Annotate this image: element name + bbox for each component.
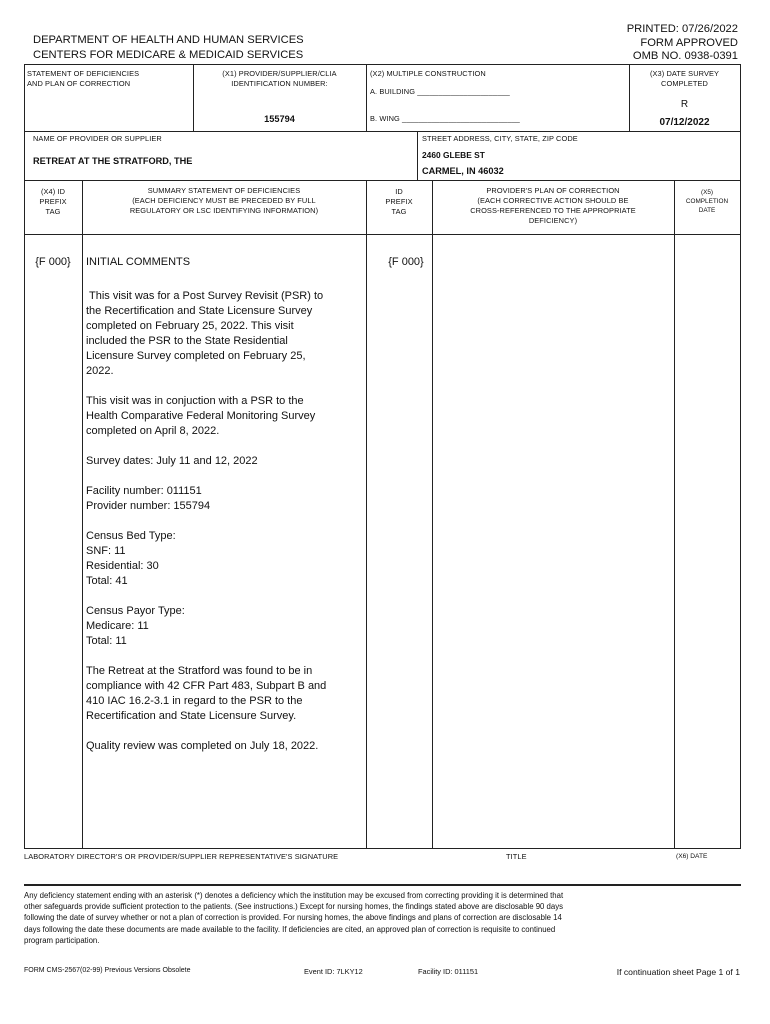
form-approved: FORM APPROVED [640,36,738,49]
city-state-zip: CARMEL, IN 46032 [422,166,504,176]
tag-left: {F 000} [35,256,71,268]
frame-top [24,64,741,65]
statement-label: STATEMENT OF DEFICIENCIES AND PLAN OF CORRECTION [27,69,140,88]
footer-facility-id: Facility ID: 011151 [418,967,479,976]
tag-right: {F 000} [388,256,424,268]
divider-provider-row [24,180,741,181]
divider-column-header [24,234,741,235]
printed-date: PRINTED: 07/26/2022 [626,23,738,35]
department-line-1: DEPARTMENT OF HEALTH AND HUMAN SERVICES [33,34,304,46]
footer-page-indicator: If continuation sheet Page 1 of 1 [616,967,740,977]
divider-provider [417,131,418,180]
building-field[interactable]: A. BUILDING ______________________ [370,87,510,96]
x3-label: (X3) DATE SURVEY COMPLETED [649,69,720,88]
summary-header: SUMMARY STATEMENT OF DEFICIENCIES (EACH DEFICIENCY MUST BE PRECEDED BY FULL REGULATORY OR LSC IDENTIFYING INFORMATION) [129,186,319,215]
form-approval-block [627,23,738,64]
divider-body-bottom [24,848,741,849]
x1-label: (X1) PROVIDER/SUPPLIER/CLIA IDENTIFICATION NUMBER: [222,69,337,88]
paragraph-census-payor: Census Payor Type: Medicare: 11 Total: 11 [86,605,185,647]
paragraph-survey-dates: Survey dates: July 11 and 12, 2022 [86,455,258,467]
provider-name: RETREAT AT THE STRATFORD, THE [33,156,193,166]
x2-label: (X2) MULTIPLE CONSTRUCTION [370,69,486,78]
disclaimer: Any deficiency statement ending with an asterisk (*) denotes a deficiency which the institution may be excused from correcting providing it is determined that other safeguards provide sufficient protection to the patients. (See instructions.) Except for nursing homes, the findings stated above are disclosable 90 days following the date of survey whether or not a plan of correction is provided. For nursing homes, the above findings and plans of correction are disclosable 14 days following the date these documents are made available to the facility. If deficiencies are cited, an approved plan of correction is requisite to continued program participation. [24,891,564,945]
col-summary [366,180,367,848]
department-heading [33,33,304,63]
paragraph-1: This visit was for a Post Survey Revisit (PSR) to the Recertification and State Licensure Survey completed on February 25, 2022. This visit included the PSR to the State Residential Licensure Survey completed on February 25, 2022. [86,290,324,377]
x5-header: (X5) COMPLETION DATE [685,189,729,214]
date-label: (X6) DATE [676,853,708,860]
footer-event-id: Event ID: 7LKY12 [304,967,363,976]
wing-field[interactable]: B. WING ____________________________ [370,114,520,123]
divider-top-row [24,131,741,132]
department-line-2: CENTERS FOR MEDICARE & MEDICAID SERVICES [33,49,304,61]
plan-header: PROVIDER'S PLAN OF CORRECTION (EACH CORRECTIVE ACTION SHOULD BE CROSS-REFERENCED TO THE APPROPRIATE DEFICIENCY) [470,186,636,225]
entry-heading: INITIAL COMMENTS [86,256,191,268]
id-header: ID PREFIX TAG [385,187,413,216]
footer-form-id: FORM CMS-2567(02-99) Previous Versions Obsolete [24,967,191,974]
street-address: 2460 GLEBE ST [422,150,485,160]
x4-header: (X4) ID PREFIX TAG [39,187,67,216]
col-plan [674,180,675,848]
signature-label: LABORATORY DIRECTOR'S OR PROVIDER/SUPPLIER REPRESENTATIVE'S SIGNATURE [24,852,339,861]
divider-x2 [366,64,367,131]
provider-id-number: 155794 [264,114,295,124]
col-x4 [82,180,83,848]
frame-right [740,64,741,848]
deficiency-summary [86,255,362,769]
paragraph-quality-review: Quality review was completed on July 18, 2022. [86,740,319,752]
paragraph-census-bed: Census Bed Type: SNF: 11 Residential: 30 Total: 41 [86,530,176,587]
paragraph-2: This visit was in conjuction with a PSR to the Health Comparative Federal Monitoring Survey completed on April 8, 2022. [86,395,316,437]
survey-code: R [680,99,689,110]
survey-completed-date: 07/12/2022 [659,117,710,128]
address-label: STREET ADDRESS, CITY, STATE, ZIP CODE [422,134,578,143]
provider-name-label: NAME OF PROVIDER OR SUPPLIER [33,134,162,143]
paragraph-compliance: The Retreat at the Stratford was found to be in compliance with 42 CFR Part 483, Subpart B and 410 IAC 16.2-3.1 in regard to the PSR to the Recertification and State Licensure Survey. [86,665,327,722]
col-id [432,180,433,848]
signature-underline [24,884,741,886]
omb-number: OMB NO. 0938-0391 [632,50,738,62]
paragraph-numbers: Facility number: 011151 Provider number: 155794 [86,485,211,512]
frame-left [24,64,25,848]
title-label: TITLE [506,852,527,861]
